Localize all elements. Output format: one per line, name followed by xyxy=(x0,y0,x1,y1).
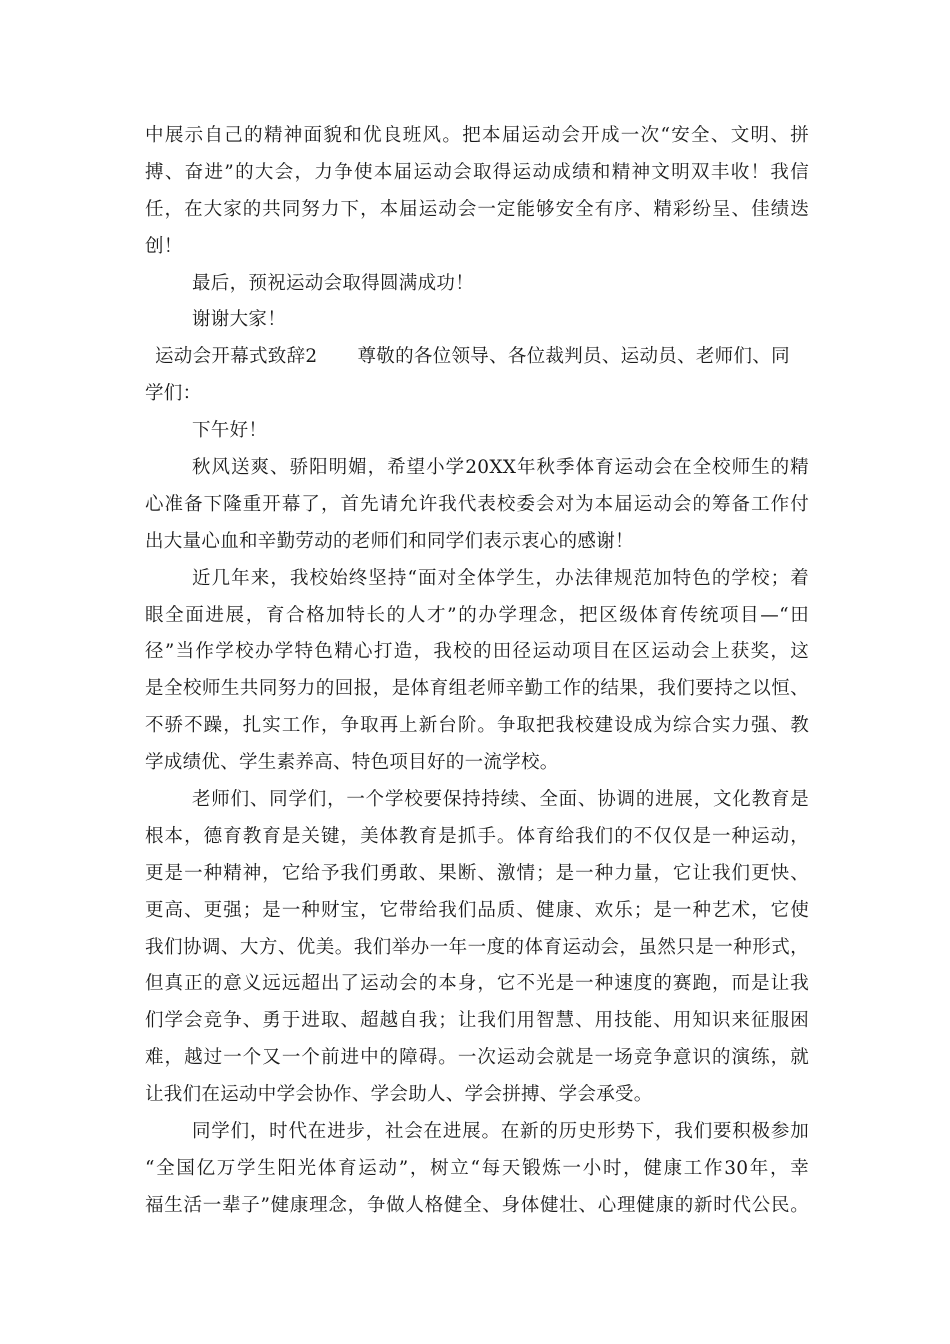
text-line: 最后，预祝运动会取得圆满成功！ xyxy=(192,272,475,294)
text-line: 中展示自己的精神面貌和优良班风。把本届运动会开成一次“安全、文明、拼 xyxy=(145,125,809,146)
paragraph-greeting xyxy=(145,413,809,450)
text-line: 不骄不躁，扎实工作，争取再上新台阶。争取把我校建设成为综合实力强、教 xyxy=(145,715,809,737)
text-line: 秋风送爽、骄阳明媚，希望小学20XX年秋季体育运动会在全校师生的精 xyxy=(192,457,809,479)
document-body xyxy=(145,118,809,1225)
text-line: 我们协调、大方、优美。我们举办一年一度的体育运动会，虽然只是一种形式， xyxy=(145,936,809,958)
salutation-text: 尊敬的各位领导、各位裁判员、运动员、老师们、同 xyxy=(357,346,790,368)
text-line: 径”当作学校办学特色精心打造，我校的田径运动项目在区运动会上获奖，这 xyxy=(145,641,809,663)
text-line: 近几年来，我校始终坚持“面对全体学生，办法律规范加特色的学校；着 xyxy=(192,567,809,589)
text-line: 但真正的意义远远超出了运动会的本身，它不光是一种速度的赛跑，而是让我 xyxy=(145,973,809,995)
paragraph-thanks xyxy=(145,302,809,339)
text-line: 谢谢大家！ xyxy=(192,309,287,331)
section-title: 运动会开幕式致辞2 xyxy=(155,346,318,368)
text-line: 学成绩优、学生素养高、特色项目好的一流学校。 xyxy=(145,752,559,774)
text-line: 心准备下隆重开幕了，首先请允许我代表校委会对为本届运动会的筹备工作付 xyxy=(145,493,809,515)
text-line: 下午好！ xyxy=(192,420,268,442)
text-line: 搏、奋进”的大会，力争使本届运动会取得运动成绩和精神文明双丰收！我信 xyxy=(145,161,809,183)
paragraph-opening xyxy=(145,450,809,561)
text-line: 老师们、同学们，一个学校要保持持续、全面、协调的进展，文化教育是 xyxy=(192,789,809,811)
paragraph-continuation xyxy=(145,118,809,266)
paragraph-school-history xyxy=(145,561,809,782)
text-line: 更是一种精神，它给予我们勇敢、果断、激情；是一种力量，它让我们更快、 xyxy=(145,862,809,884)
text-line: 根本，德育教育是关键，美体教育是抓手。体育给我们的不仅仅是一种运动， xyxy=(145,825,809,847)
text-line: 更高、更强；是一种财宝，它带给我们品质、健康、欢乐；是一种艺术，它使 xyxy=(145,899,809,921)
text-line: 福生活一辈子”健康理念，争做人格健全、身体健壮、心理健康的新时代公民。 xyxy=(145,1194,809,1216)
text-line: 眼全面进展，育合格加特长的人才”的办学理念，把区级体育传统项目—“田 xyxy=(145,604,809,626)
text-line: 创！ xyxy=(145,235,183,257)
text-line: 学们： xyxy=(145,383,202,405)
heading-line xyxy=(145,339,809,376)
text-line: 难，越过一个又一个前进中的障碍。一次运动会就是一场竞争意识的演练，就 xyxy=(145,1047,809,1069)
text-line: 让我们在运动中学会协作、学会助人、学会拼搏、学会承受。 xyxy=(145,1084,653,1106)
text-line: 出大量心血和辛勤劳动的老师们和同学们表示衷心的感谢！ xyxy=(145,530,634,552)
text-line: 们学会竞争、勇于进取、超越自我；让我们用智慧、用技能、用知识来征服困 xyxy=(145,1010,809,1032)
text-line: 任，在大家的共同努力下，本届运动会一定能够安全有序、精彩纷呈、佳绩迭 xyxy=(145,198,809,220)
text-line: “全国亿万学生阳光体育运动”，树立“每天锻炼一小时，健康工作30年，幸 xyxy=(145,1157,809,1179)
paragraph-closing-wish xyxy=(145,266,809,303)
paragraph-sports-meaning xyxy=(145,782,809,1114)
paragraph-section-heading xyxy=(145,339,809,413)
text-line: 同学们，时代在进步，社会在进展。在新的历史形势下，我们要积极参加 xyxy=(192,1121,809,1143)
paragraph-call-to-action xyxy=(145,1114,809,1225)
text-line: 是全校师生共同努力的回报，是体育组老师辛勤工作的结果，我们要持之以恒、 xyxy=(145,678,809,700)
